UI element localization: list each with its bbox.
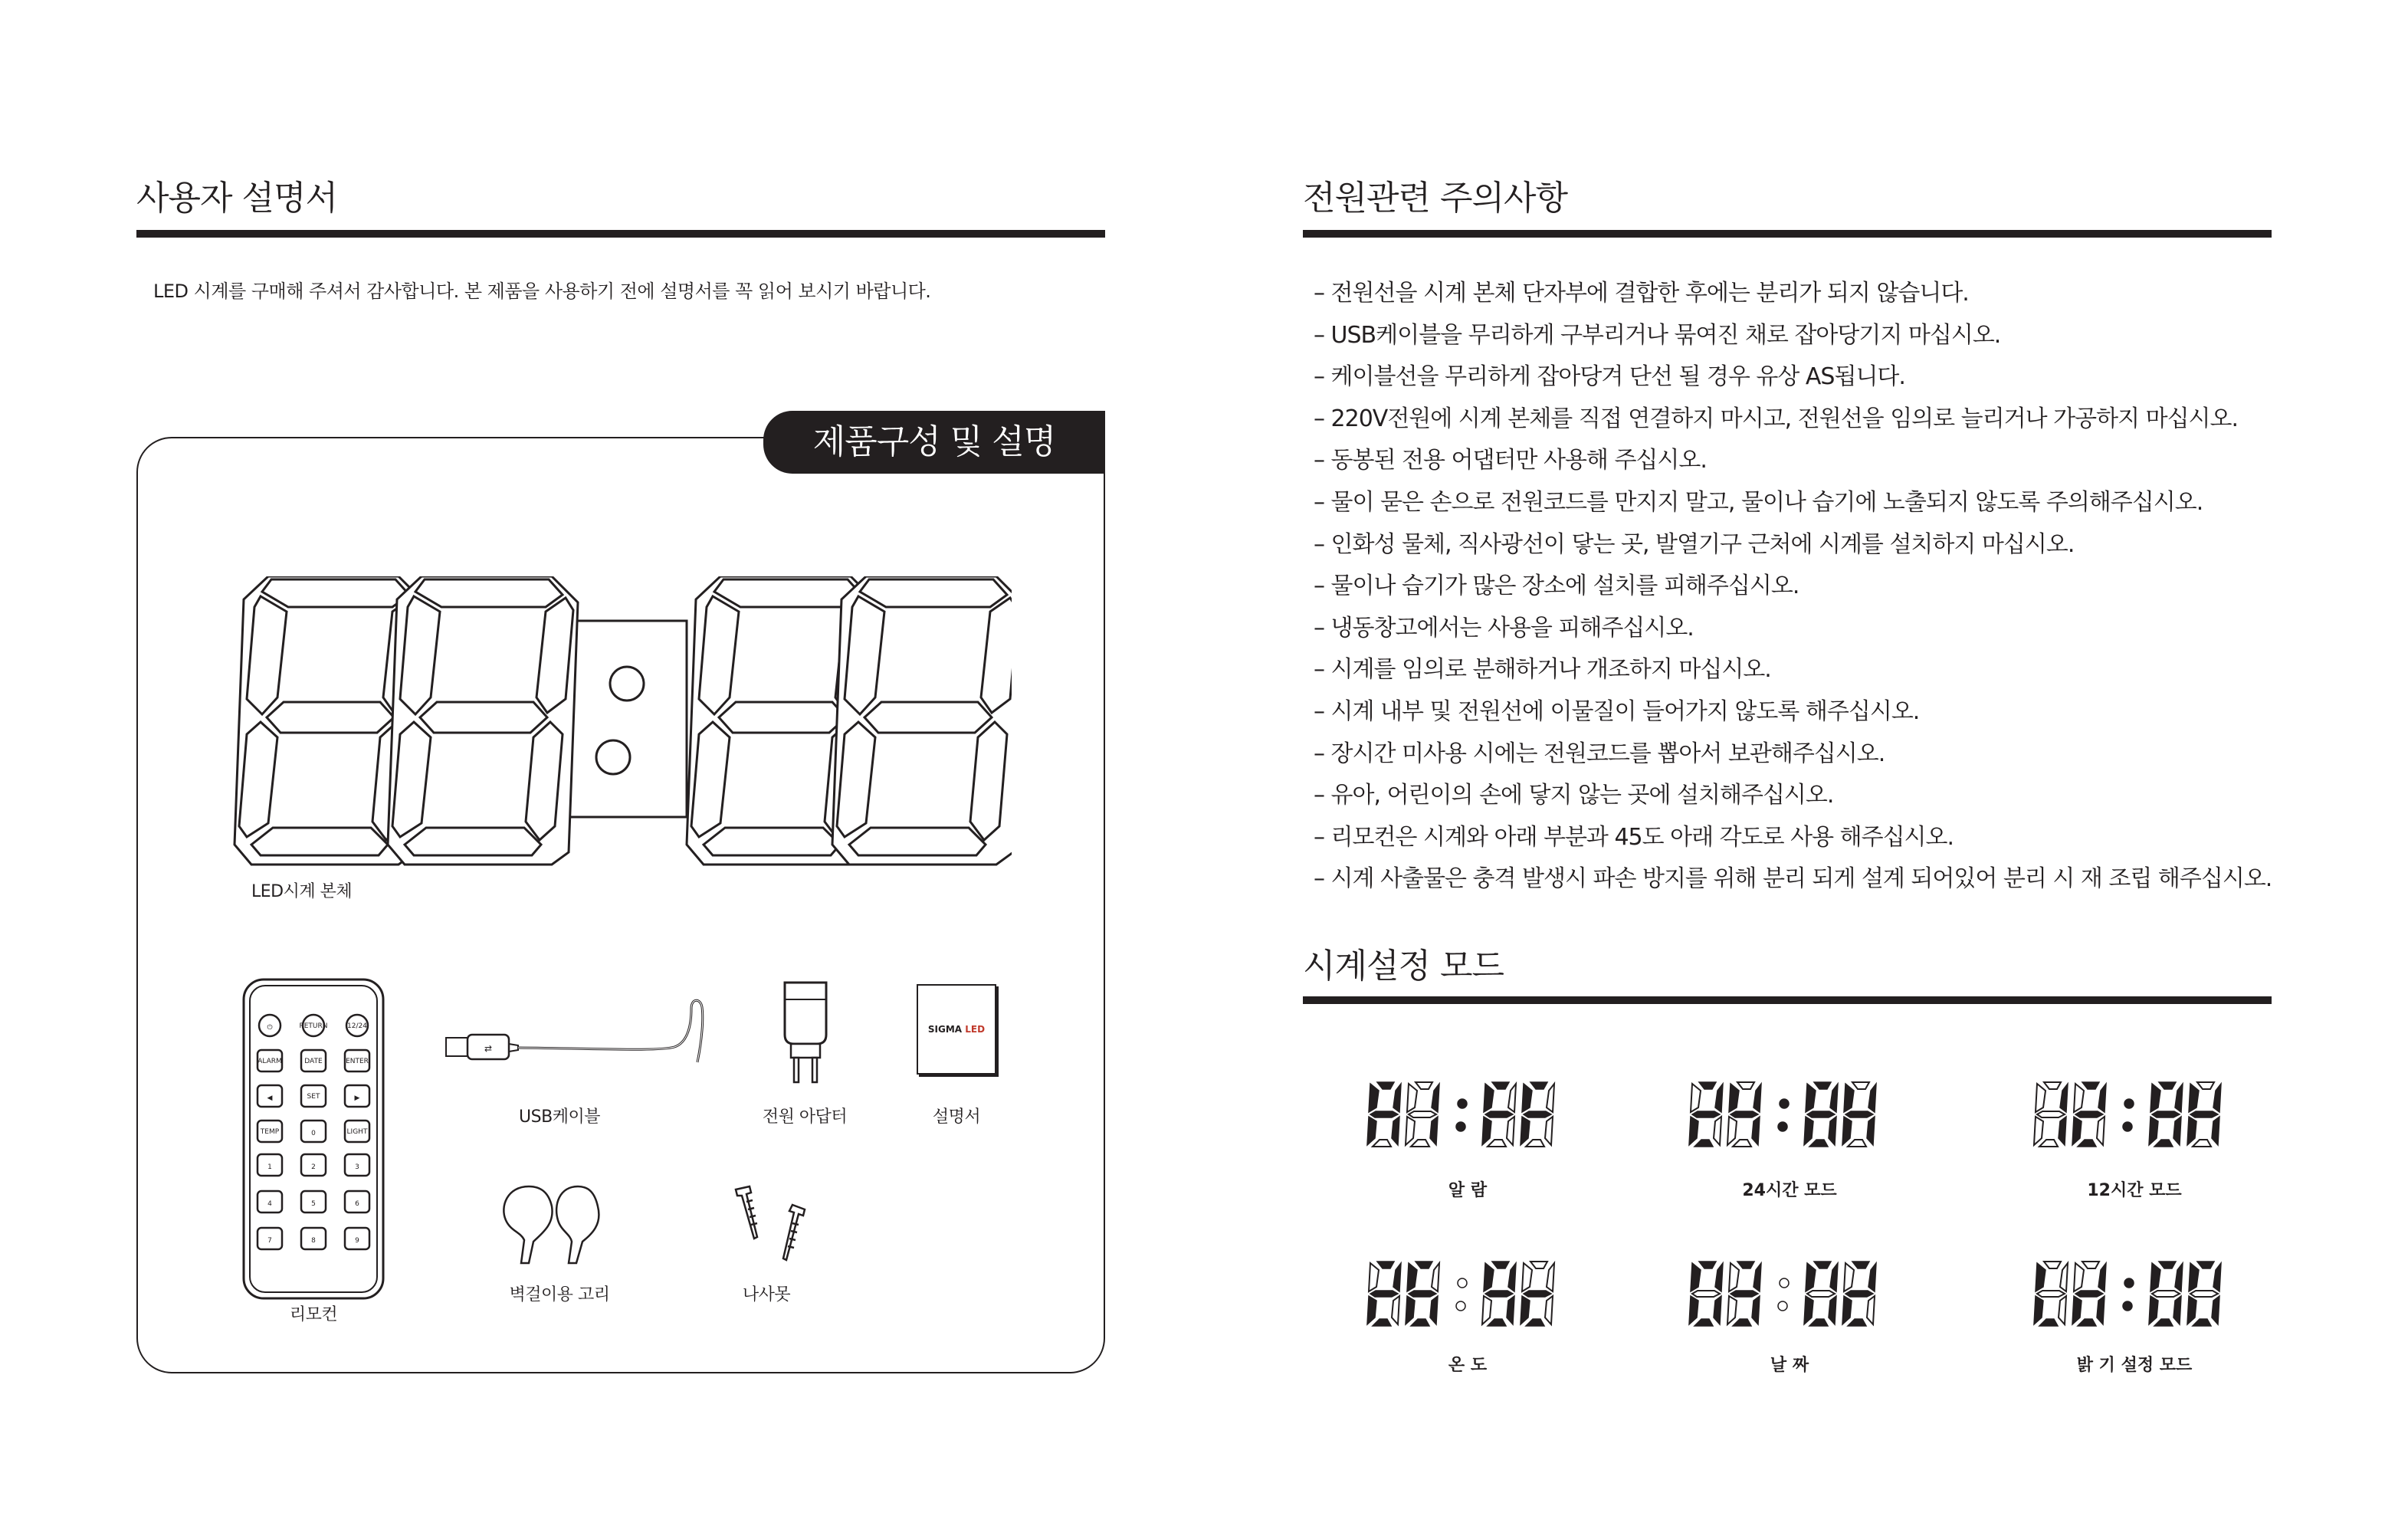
- display-segment: [1492, 1262, 1509, 1268]
- display-segment: [1377, 1262, 1394, 1268]
- display-segment: [2189, 1263, 2199, 1291]
- svg-text:⇄: ⇄: [484, 1043, 493, 1054]
- mode-label: 온 도: [1448, 1356, 1488, 1375]
- display-segment: [2190, 1291, 2218, 1297]
- display-colon: [1778, 1122, 1787, 1131]
- display-segment: [2149, 1117, 2158, 1145]
- display-segment: [1692, 1111, 1720, 1117]
- display-segment: [1731, 1111, 1758, 1117]
- remote-button-label: 1: [267, 1163, 272, 1171]
- display-segment: [1430, 1296, 1438, 1324]
- display-segment: [1370, 1111, 1398, 1117]
- display-segment: [1407, 1084, 1417, 1112]
- remote-label: 리모컨: [289, 1305, 338, 1324]
- display-segment: [2097, 1296, 2105, 1324]
- manual-label: 설명서: [932, 1107, 981, 1127]
- display-segment: [1731, 1291, 1758, 1297]
- display-segment: [2034, 1296, 2043, 1324]
- power-title-rule: [1303, 230, 2272, 238]
- display-segment: [1526, 1319, 1544, 1326]
- display-segment: [2082, 1262, 2099, 1268]
- power-note: – 시계를 임의로 분해하거나 개조하지 마십시오.: [1314, 649, 2272, 691]
- display-segment: [1488, 1140, 1506, 1147]
- display-segment: [1530, 1082, 1547, 1089]
- display-segment: [2036, 1263, 2045, 1291]
- display-segment: [2059, 1296, 2066, 1324]
- display-segment: [1715, 1263, 1723, 1291]
- power-notes-list: [1314, 273, 2272, 901]
- display-segment: [1868, 1263, 1876, 1291]
- display-segment: [2149, 1296, 2158, 1324]
- display-segment: [1416, 1082, 1432, 1089]
- remote-button-label: 12/24: [347, 1022, 367, 1030]
- display-segment: [1406, 1296, 1415, 1324]
- display-segment: [2075, 1291, 2103, 1297]
- display-segment: [2175, 1084, 2183, 1112]
- remote-control: [242, 978, 385, 1300]
- display-segment: [1845, 1111, 1873, 1117]
- display-segment: [1369, 1084, 1379, 1112]
- page-title-manual: 사용자 설명서: [136, 179, 338, 218]
- display-segment: [1867, 1117, 1875, 1145]
- display-segment: [1508, 1263, 1516, 1291]
- display-segment: [2097, 1117, 2105, 1145]
- display-colon: [2123, 1122, 2132, 1131]
- display-colon: [2123, 1301, 2132, 1311]
- display-segment: [2059, 1117, 2066, 1145]
- display-segment: [2039, 1319, 2058, 1326]
- mode-label: 알 람: [1448, 1181, 1488, 1200]
- usb-cable-label: USB케이블: [519, 1107, 600, 1127]
- manual-logo-led: LED: [965, 1024, 986, 1035]
- mode-display: [2031, 1255, 2238, 1332]
- title-rule: [136, 230, 1105, 238]
- display-segment: [1844, 1084, 1854, 1112]
- display-segment: [1694, 1319, 1713, 1326]
- display-colon: [1780, 1099, 1789, 1108]
- mode-label: 12시간 모드: [2087, 1181, 2182, 1200]
- display-segment: [1508, 1084, 1516, 1112]
- clock-digit: [832, 576, 1012, 865]
- display-segment: [2075, 1111, 2103, 1117]
- display-segment: [1804, 1117, 1813, 1145]
- display-segment: [2039, 1140, 2058, 1147]
- power-note: – 장시간 미사용 시에는 전원코드를 뽑아서 보관해주십시오.: [1314, 733, 2272, 776]
- led-clock-body: [230, 576, 1012, 868]
- remote-button-label: ALARM: [258, 1058, 282, 1065]
- display-segment: [2150, 1084, 2160, 1112]
- display-segment: [2159, 1262, 2176, 1268]
- remote-button-label: 5: [311, 1200, 316, 1208]
- display-colon: [1458, 1099, 1467, 1108]
- display-segment: [1754, 1084, 1761, 1112]
- display-segment: [2072, 1117, 2082, 1145]
- display-segment: [2213, 1263, 2221, 1291]
- mode-label: 24시간 모드: [1742, 1181, 1837, 1200]
- display-segment: [1733, 1319, 1751, 1326]
- display-segment: [1406, 1117, 1415, 1145]
- mode-display: [1686, 1076, 1893, 1153]
- screws: [731, 1183, 808, 1268]
- display-segment: [2212, 1296, 2219, 1324]
- display-segment: [2082, 1082, 2099, 1089]
- display-segment: [1547, 1084, 1554, 1112]
- mode-display: [1364, 1255, 1571, 1332]
- display-segment: [1369, 1263, 1379, 1291]
- remote-button-label: 2: [311, 1163, 316, 1171]
- remote-button-label: ◀: [267, 1094, 273, 1102]
- display-segment: [2193, 1140, 2211, 1147]
- display-colon: [1456, 1122, 1465, 1131]
- remote-button-label: DATE: [304, 1058, 323, 1065]
- remote-button-label: 8: [311, 1237, 316, 1245]
- power-note: – 시계 내부 및 전원선에 이물질이 들어가지 않도록 해주십시오.: [1314, 691, 2272, 733]
- power-note: – USB케이블을 무리하게 구부리거나 묶여진 채로 잡아당기지 마십시오.: [1314, 315, 2272, 357]
- mode-label: 밝 기 설정 모드: [2076, 1356, 2193, 1375]
- display-segment: [1830, 1084, 1838, 1112]
- display-segment: [1432, 1084, 1439, 1112]
- display-segment: [1524, 1111, 1551, 1117]
- display-segment: [1482, 1117, 1491, 1145]
- display-segment: [1727, 1117, 1737, 1145]
- display-segment: [2074, 1263, 2084, 1291]
- display-segment: [1689, 1117, 1698, 1145]
- display-segment: [1521, 1117, 1530, 1145]
- display-segment: [1373, 1140, 1391, 1147]
- power-note: – 220V전원에 시계 본체를 직접 연결하지 마시고, 전원선을 임의로 늘리거나 가공하지 마십시오.: [1314, 399, 2272, 441]
- display-segment: [1432, 1263, 1439, 1291]
- display-segment: [1370, 1291, 1398, 1297]
- display-segment: [1845, 1291, 1873, 1297]
- display-segment: [1430, 1117, 1438, 1145]
- display-segment: [1507, 1117, 1514, 1145]
- display-segment: [1733, 1140, 1751, 1147]
- display-segment: [2098, 1084, 2106, 1112]
- hook-label: 벽걸이용 고리: [509, 1285, 610, 1304]
- display-segment: [1692, 1291, 1720, 1297]
- remote-button-label: LIGHT: [346, 1128, 368, 1136]
- display-segment: [2152, 1111, 2180, 1117]
- display-segment: [1842, 1296, 1852, 1324]
- display-segment: [1484, 1084, 1494, 1112]
- display-segment: [1848, 1319, 1866, 1326]
- display-segment: [2152, 1291, 2180, 1297]
- display-segment: [2150, 1263, 2160, 1291]
- display-segment: [1411, 1319, 1429, 1326]
- mode-title-rule: [1303, 996, 2272, 1004]
- display-segment: [1752, 1117, 1760, 1145]
- display-segment: [1485, 1291, 1513, 1297]
- display-segment: [2213, 1084, 2221, 1112]
- display-segment: [1752, 1296, 1760, 1324]
- power-note: – 인화성 물체, 직사광선이 닿는 곳, 발열기구 근처에 시계를 설치하지 마십시오.: [1314, 524, 2272, 566]
- display-segment: [1409, 1111, 1436, 1117]
- display-segment: [2190, 1111, 2218, 1117]
- power-note: – 물이나 습기가 많은 장소에 설치를 피해주십시오.: [1314, 566, 2272, 608]
- product-box-tab: 제품구성 및 설명: [763, 411, 1105, 474]
- display-segment: [1809, 1319, 1828, 1326]
- mode-display: [2031, 1076, 2238, 1153]
- display-segment: [1867, 1296, 1875, 1324]
- page-title-power: 전원관련 주의사항: [1303, 179, 1568, 218]
- display-segment: [2034, 1117, 2043, 1145]
- manual-booklet: [917, 984, 996, 1075]
- display-segment: [1392, 1117, 1399, 1145]
- remote-button-label: 7: [267, 1237, 272, 1245]
- usb-cable: [445, 993, 720, 1078]
- display-segment: [1545, 1117, 1553, 1145]
- display-segment: [1367, 1117, 1376, 1145]
- remote-button-label: ▶: [354, 1094, 360, 1102]
- display-segment: [1807, 1291, 1835, 1297]
- power-note: – 전원선을 시계 본체 단자부에 결합한 후에는 분리가 되지 않습니다.: [1314, 273, 2272, 315]
- remote-button-label: RETURN: [299, 1022, 328, 1030]
- display-segment: [2175, 1263, 2183, 1291]
- display-segment: [1689, 1296, 1698, 1324]
- display-segment: [1507, 1296, 1514, 1324]
- display-segment: [1545, 1296, 1553, 1324]
- display-segment: [1868, 1084, 1876, 1112]
- display-segment: [2060, 1084, 2068, 1112]
- display-segment: [1484, 1263, 1494, 1291]
- display-colon: [2124, 1099, 2134, 1108]
- wall-hook: [498, 1183, 613, 1268]
- display-segment: [2212, 1117, 2219, 1145]
- display-segment: [1699, 1082, 1716, 1089]
- display-segment: [1807, 1111, 1835, 1117]
- display-segment: [2193, 1319, 2211, 1326]
- display-segment: [2078, 1319, 2096, 1326]
- display-segment: [1806, 1263, 1816, 1291]
- display-colon: [1780, 1278, 1789, 1288]
- adapter-label: 전원 아답터: [762, 1107, 848, 1127]
- display-segment: [2197, 1082, 2214, 1089]
- display-segment: [2044, 1262, 2061, 1268]
- display-segment: [1806, 1084, 1816, 1112]
- power-note: – 리모컨은 시계와 아래 부분과 45도 아래 각도로 사용 해주십시오.: [1314, 817, 2272, 859]
- display-segment: [1729, 1084, 1739, 1112]
- display-segment: [1521, 1296, 1530, 1324]
- display-segment: [1715, 1084, 1723, 1112]
- display-segment: [1809, 1140, 1828, 1147]
- display-segment: [1407, 1263, 1417, 1291]
- page-title-modes: 시계설정 모드: [1303, 947, 1504, 986]
- remote-button-label: SET: [307, 1093, 320, 1101]
- display-segment: [1814, 1082, 1831, 1089]
- remote-button-label: 6: [355, 1200, 359, 1208]
- display-segment: [1522, 1084, 1532, 1112]
- display-segment: [2044, 1082, 2061, 1089]
- display-segment: [1844, 1263, 1854, 1291]
- display-segment: [1842, 1117, 1852, 1145]
- display-segment: [1694, 1140, 1713, 1147]
- display-segment: [1392, 1296, 1399, 1324]
- remote-button-label: 4: [267, 1200, 272, 1208]
- display-segment: [1393, 1084, 1401, 1112]
- display-segment: [1714, 1296, 1721, 1324]
- display-segment: [2189, 1084, 2199, 1112]
- display-segment: [1829, 1117, 1836, 1145]
- display-segment: [1482, 1296, 1491, 1324]
- display-segment: [2187, 1296, 2196, 1324]
- mode-display: [1686, 1255, 1893, 1332]
- display-segment: [1416, 1262, 1432, 1268]
- remote-button-label: ENTER: [346, 1058, 369, 1065]
- display-segment: [1830, 1263, 1838, 1291]
- display-segment: [2074, 1084, 2084, 1112]
- display-colon: [1778, 1301, 1787, 1311]
- display-segment: [2072, 1296, 2082, 1324]
- screw-label: 나사못: [742, 1285, 791, 1304]
- display-segment: [1522, 1263, 1532, 1291]
- clock-digit: [388, 576, 578, 865]
- mode-label: 날 짜: [1770, 1356, 1809, 1375]
- display-segment: [1530, 1262, 1547, 1268]
- display-segment: [2187, 1117, 2196, 1145]
- display-segment: [1409, 1291, 1436, 1297]
- display-segment: [1714, 1117, 1721, 1145]
- display-segment: [1377, 1082, 1394, 1089]
- display-segment: [1367, 1296, 1376, 1324]
- display-segment: [1699, 1262, 1716, 1268]
- display-segment: [1526, 1140, 1544, 1147]
- power-note: – 냉동창고에서는 사용을 피해주십시오.: [1314, 608, 2272, 650]
- display-segment: [1488, 1319, 1506, 1326]
- display-segment: [1691, 1084, 1701, 1112]
- display-segment: [1852, 1082, 1869, 1089]
- power-note: – 시계 사출물은 충격 발생시 파손 방지를 위해 분리 되게 설계 되어있어 분리 시 재 조립 해주십시오.: [1314, 858, 2272, 901]
- display-segment: [1814, 1262, 1831, 1268]
- display-segment: [2154, 1140, 2173, 1147]
- display-segment: [1829, 1296, 1836, 1324]
- display-segment: [1492, 1082, 1509, 1089]
- display-segment: [1848, 1140, 1866, 1147]
- display-colon: [1458, 1278, 1467, 1288]
- display-segment: [1852, 1262, 1869, 1268]
- remote-button-label: TEMP: [260, 1128, 280, 1136]
- display-segment: [2060, 1263, 2068, 1291]
- display-segment: [2078, 1140, 2096, 1147]
- remote-button-label: 0: [311, 1130, 316, 1137]
- display-segment: [1485, 1111, 1513, 1117]
- power-note: – 물이 묻은 손으로 전원코드를 만지지 말고, 물이나 습기에 노출되지 않도록 주의해주십시오.: [1314, 482, 2272, 524]
- display-segment: [1547, 1263, 1554, 1291]
- display-colon: [1456, 1301, 1465, 1311]
- display-segment: [1411, 1140, 1429, 1147]
- remote-button-label: 9: [355, 1237, 359, 1245]
- display-segment: [1754, 1263, 1761, 1291]
- display-segment: [2154, 1319, 2173, 1326]
- display-segment: [1393, 1263, 1401, 1291]
- display-segment: [1524, 1291, 1551, 1297]
- intro-text: LED 시계를 구매해 주셔서 감사합니다. 본 제품을 사용하기 전에 설명서를 꼭 읽어 보시기 바랍니다.: [153, 281, 931, 302]
- display-segment: [1729, 1263, 1739, 1291]
- display-segment: [1691, 1263, 1701, 1291]
- display-segment: [1737, 1082, 1754, 1089]
- power-adapter: [779, 980, 832, 1087]
- display-segment: [1727, 1296, 1737, 1324]
- clock-body-label: LED시계 본체: [251, 882, 353, 901]
- display-segment: [1373, 1319, 1391, 1326]
- display-segment: [2037, 1111, 2065, 1117]
- remote-button-label: 3: [355, 1163, 359, 1171]
- display-segment: [2173, 1117, 2181, 1145]
- display-segment: [2159, 1082, 2176, 1089]
- display-segment: [2037, 1291, 2065, 1297]
- display-segment: [2036, 1084, 2045, 1112]
- manual-logo-sigma: SIGMA: [927, 1024, 963, 1035]
- power-note: – 케이블선을 무리하게 잡아당겨 단선 될 경우 유상 AS됩니다.: [1314, 356, 2272, 399]
- power-note: – 유아, 어린이의 손에 닿지 않는 곳에 설치해주십시오.: [1314, 775, 2272, 817]
- manual-logo: [918, 1024, 995, 1035]
- display-segment: [2197, 1262, 2214, 1268]
- display-colon: [2124, 1278, 2134, 1288]
- remote-button-label: ⏻: [267, 1024, 273, 1032]
- display-segment: [2098, 1263, 2106, 1291]
- display-segment: [1804, 1296, 1813, 1324]
- power-note: – 동봉된 전용 어댑터만 사용해 주십시오.: [1314, 440, 2272, 482]
- display-segment: [1737, 1262, 1754, 1268]
- mode-display: [1364, 1076, 1571, 1153]
- display-segment: [2173, 1296, 2181, 1324]
